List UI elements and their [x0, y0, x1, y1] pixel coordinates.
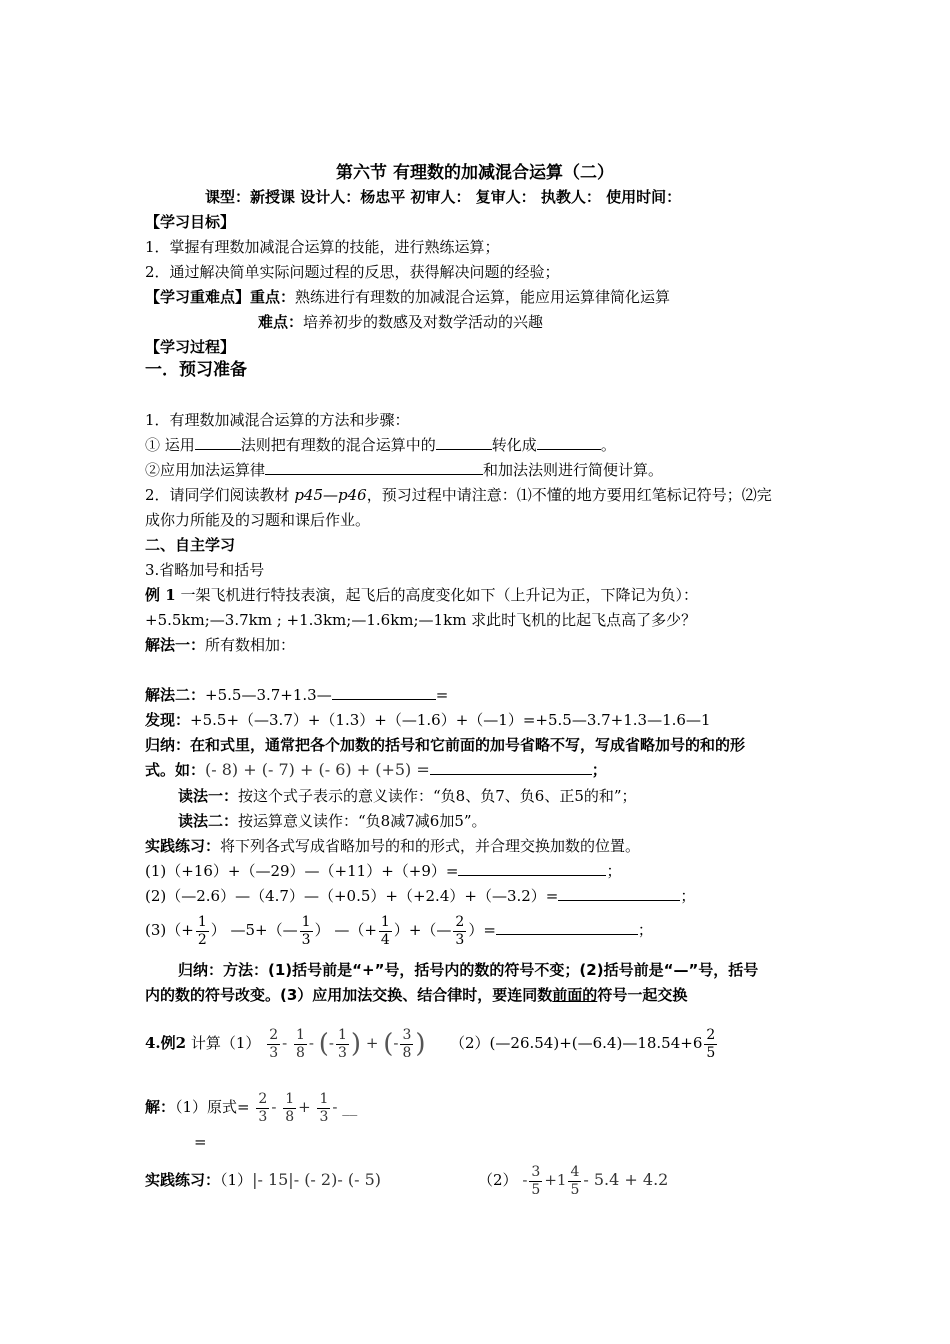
operator: - — [332, 1098, 338, 1116]
fraction: $\frac{2}{5}$ — [706, 1026, 716, 1061]
goal-2: 2．通过解决简单实际问题过程的反思，获得解决问题的经验； — [145, 263, 560, 281]
prep-text: ，预习过程中请注意：⑴不懂的地方要用红笔标记符号；⑵完 — [366, 486, 772, 504]
left-paren-icon: ( — [318, 1029, 329, 1059]
page-title: 第六节 有理数的加减混合运算（二） — [336, 163, 614, 183]
operator: - — [271, 1098, 277, 1116]
prep-text: 2．请同学们阅读教材 — [145, 486, 295, 504]
solution-label: 解法二： — [145, 686, 206, 704]
practice-text: （1） — [220, 1171, 253, 1189]
difficulty-line — [258, 312, 543, 332]
question-text: ）= — [468, 921, 496, 939]
fraction: $\frac{1}{8}$ — [295, 1026, 305, 1061]
finding — [145, 710, 711, 730]
blank[interactable] — [436, 435, 492, 450]
prep-text: 法则把有理数的混合运算中的 — [240, 436, 436, 454]
lesson-meta: 课型：新授课 设计人：杨忠平 初审人： 复审人： 执教人： 使用时间： — [205, 188, 682, 206]
fraction: $\frac{3}{8}$ — [402, 1026, 412, 1061]
section-1-heading: 一．预习准备 — [145, 360, 247, 380]
fraction: $\frac{1}{3}$ — [301, 913, 311, 948]
difficulty-text: 培养初步的数感及对数学活动的兴趣 — [303, 313, 544, 331]
difficulty-label: 难点： — [258, 313, 304, 331]
prep-item-2 — [145, 485, 772, 505]
example-2-part-2 — [450, 1020, 719, 1066]
blank[interactable] — [195, 435, 241, 450]
operator: - — [522, 1171, 528, 1189]
key-label: 重点： — [250, 288, 296, 306]
blank[interactable] — [558, 886, 680, 901]
prep-text: 。 — [600, 436, 616, 454]
question-text: ） —（+ — [314, 921, 377, 939]
blank[interactable] — [458, 861, 606, 876]
solution-text: （1）原式= — [175, 1098, 250, 1116]
solution-label: 解法一： — [145, 636, 206, 654]
method-text: 内的数的符号改变。(3）应用加法交换、结合律时，要连同数 — [145, 986, 553, 1004]
fraction: $\frac{1}{3}$ — [338, 1026, 347, 1061]
solution-text: = — [435, 686, 449, 704]
example-text: 一架飞机进行特技表演，起飞后的高度变化如下（上升记为正，下降记为负）： — [175, 586, 698, 604]
goal-1: 1．掌握有理数加减混合运算的技能，进行熟练运算； — [145, 238, 500, 256]
key-heading: 【学习重难点】 — [145, 288, 251, 306]
operator: + — [365, 1034, 379, 1052]
summary-line-1: 归纳：在和式里，通常把各个加数的括号和它前面的加号省略不写，写成省略加号的和的形 — [145, 736, 746, 754]
fraction: $\frac{1}{3}$ — [319, 1090, 329, 1125]
prep-text: ① 运用 — [145, 436, 195, 454]
fraction: $\frac{1}{2}$ — [197, 913, 207, 948]
finding-text: +5.5+（—3.7）+（1.3）+（—1.6）+（—1）=+5.5—3.7+1.3—1.6—1 — [190, 711, 711, 729]
blank[interactable] — [537, 435, 601, 450]
operator: + — [298, 1098, 311, 1116]
prep-item-1b — [145, 460, 663, 480]
example-1 — [145, 585, 698, 605]
question-text: (1)（+16）+（—29）—（+11）+（+9）= — [145, 862, 459, 880]
prep-text: ②应用加法运算律 — [145, 461, 266, 479]
example-1-data: +5.5km;—3.7km ; +1.3km;—1.6km;—1km 求此时飞机的比起飞点高了多少？ — [145, 611, 697, 629]
fraction: $\frac{1}{4}$ — [380, 913, 390, 948]
solution-text: 所有数相加： — [205, 636, 296, 654]
reading-label: 读法一： — [178, 787, 239, 805]
reading-2 — [178, 811, 487, 831]
prep-item-1: 1．有理数加减混合运算的方法和步骤： — [145, 411, 410, 429]
question-text: ； — [637, 921, 653, 939]
fraction: $\frac{2}{3}$ — [269, 1026, 279, 1061]
blank[interactable] — [496, 920, 638, 935]
practice-expression: |- 15|- (- 2)- (- 5) — [252, 1170, 381, 1189]
reading-label: 读法二： — [178, 812, 239, 830]
fraction: $\frac{2}{3}$ — [455, 913, 465, 948]
prep-text: 和加法法则进行简便计算。 — [483, 461, 664, 479]
page-range: p45—p46 — [294, 486, 367, 504]
practice-1 — [145, 836, 640, 856]
reading-text: 按这个式子表示的意义读作：“负8、负7、负6、正5的和”； — [238, 787, 637, 805]
solution-2 — [145, 685, 448, 705]
key-points-line — [145, 287, 670, 307]
fraction: $\frac{1}{8}$ — [285, 1090, 295, 1125]
solution-text: +5.5—3.7+1.3— — [205, 686, 332, 704]
summary-line-2 — [145, 760, 607, 780]
practice-expression: - 5.4 + 4.2 — [583, 1170, 669, 1189]
practice-2-part-2 — [478, 1158, 668, 1202]
question-2 — [145, 886, 695, 906]
method-line-2 — [145, 985, 687, 1005]
reading-text: 按运算意义读作：“负8减7减6加5”。 — [238, 812, 487, 830]
method-text-underlined: 前面的 — [552, 986, 598, 1004]
reading-1 — [178, 786, 637, 806]
practice-label: 实践练习： — [145, 1171, 221, 1189]
example-label: 例 1 — [145, 586, 176, 604]
question-3 — [145, 910, 653, 950]
example-2 — [145, 1020, 426, 1067]
method-text: 符号一起交换 — [597, 986, 688, 1004]
section-2-heading: 二、自主学习 — [145, 536, 236, 554]
summary-text: 式。如： — [145, 761, 206, 779]
practice-2 — [145, 1158, 381, 1202]
prep-text: 转化成 — [491, 436, 537, 454]
question-1 — [145, 861, 621, 881]
operator: - — [328, 1034, 334, 1052]
goals-heading: 【学习目标】 — [145, 213, 236, 231]
solution-1 — [145, 635, 295, 655]
method-line-1: 归纳：方法：(1)括号前是“+”号，括号内的数的符号不变；(2)括号前是“—”号，括号 — [178, 961, 759, 979]
right-paren-icon: ) — [350, 1029, 362, 1059]
whole-number: 1 — [556, 1171, 567, 1189]
blank[interactable] — [265, 460, 483, 475]
question-text: ； — [606, 862, 622, 880]
solution-example-2 — [145, 1085, 357, 1129]
operator: - — [308, 1034, 314, 1052]
solution-blank: __ — [342, 1098, 358, 1116]
fraction: $\frac{2}{3}$ — [258, 1090, 268, 1125]
practice-text: （2） — [478, 1171, 518, 1189]
operator: - — [393, 1034, 399, 1052]
operator: - — [282, 1034, 288, 1052]
right-paren-icon: ) — [415, 1029, 426, 1059]
process-heading: 【学习过程】 — [145, 338, 236, 356]
solution-equals: = — [194, 1133, 207, 1151]
prep-item-2-cont: 成你力所能及的习题和课后作业。 — [145, 511, 371, 529]
key-text: 熟练进行有理数的加减混合运算，能应用运算律简化运算 — [295, 288, 671, 306]
fraction: $\frac{3}{5}$ — [531, 1163, 541, 1198]
summary-text: ； — [591, 761, 607, 779]
finding-label: 发现： — [145, 711, 191, 729]
blank[interactable] — [332, 685, 436, 700]
solution-label: 解： — [145, 1098, 176, 1116]
practice-label: 实践练习： — [145, 837, 221, 855]
fraction: $\frac{4}{5}$ — [570, 1163, 580, 1198]
example-text: （2）(—26.54)+(—6.4)—18.54+6 — [450, 1034, 703, 1052]
summary-expression: (- 8) + (- 7) + (- 6) + (+5) = — [205, 760, 430, 779]
subsection-3: 3.省略加号和括号 — [145, 561, 265, 579]
blank[interactable] — [430, 760, 592, 775]
prep-item-1a — [145, 435, 616, 455]
question-text: ）+（— — [393, 921, 452, 939]
left-paren-icon: ( — [383, 1029, 394, 1059]
question-text: ） —5+（— — [210, 921, 298, 939]
operator: + — [544, 1171, 557, 1189]
practice-text: 将下列各式写成省略加号的和的形式，并合理交换加数的位置。 — [220, 837, 641, 855]
example-label: 4.例2 — [145, 1034, 187, 1052]
question-text: ； — [680, 887, 696, 905]
example-text: 计算（1） — [186, 1034, 261, 1052]
question-text: (3)（+ — [145, 921, 194, 939]
question-text: (2)（—2.6）—（4.7）—（+0.5）+（+2.4）+（—3.2）= — [145, 887, 559, 905]
